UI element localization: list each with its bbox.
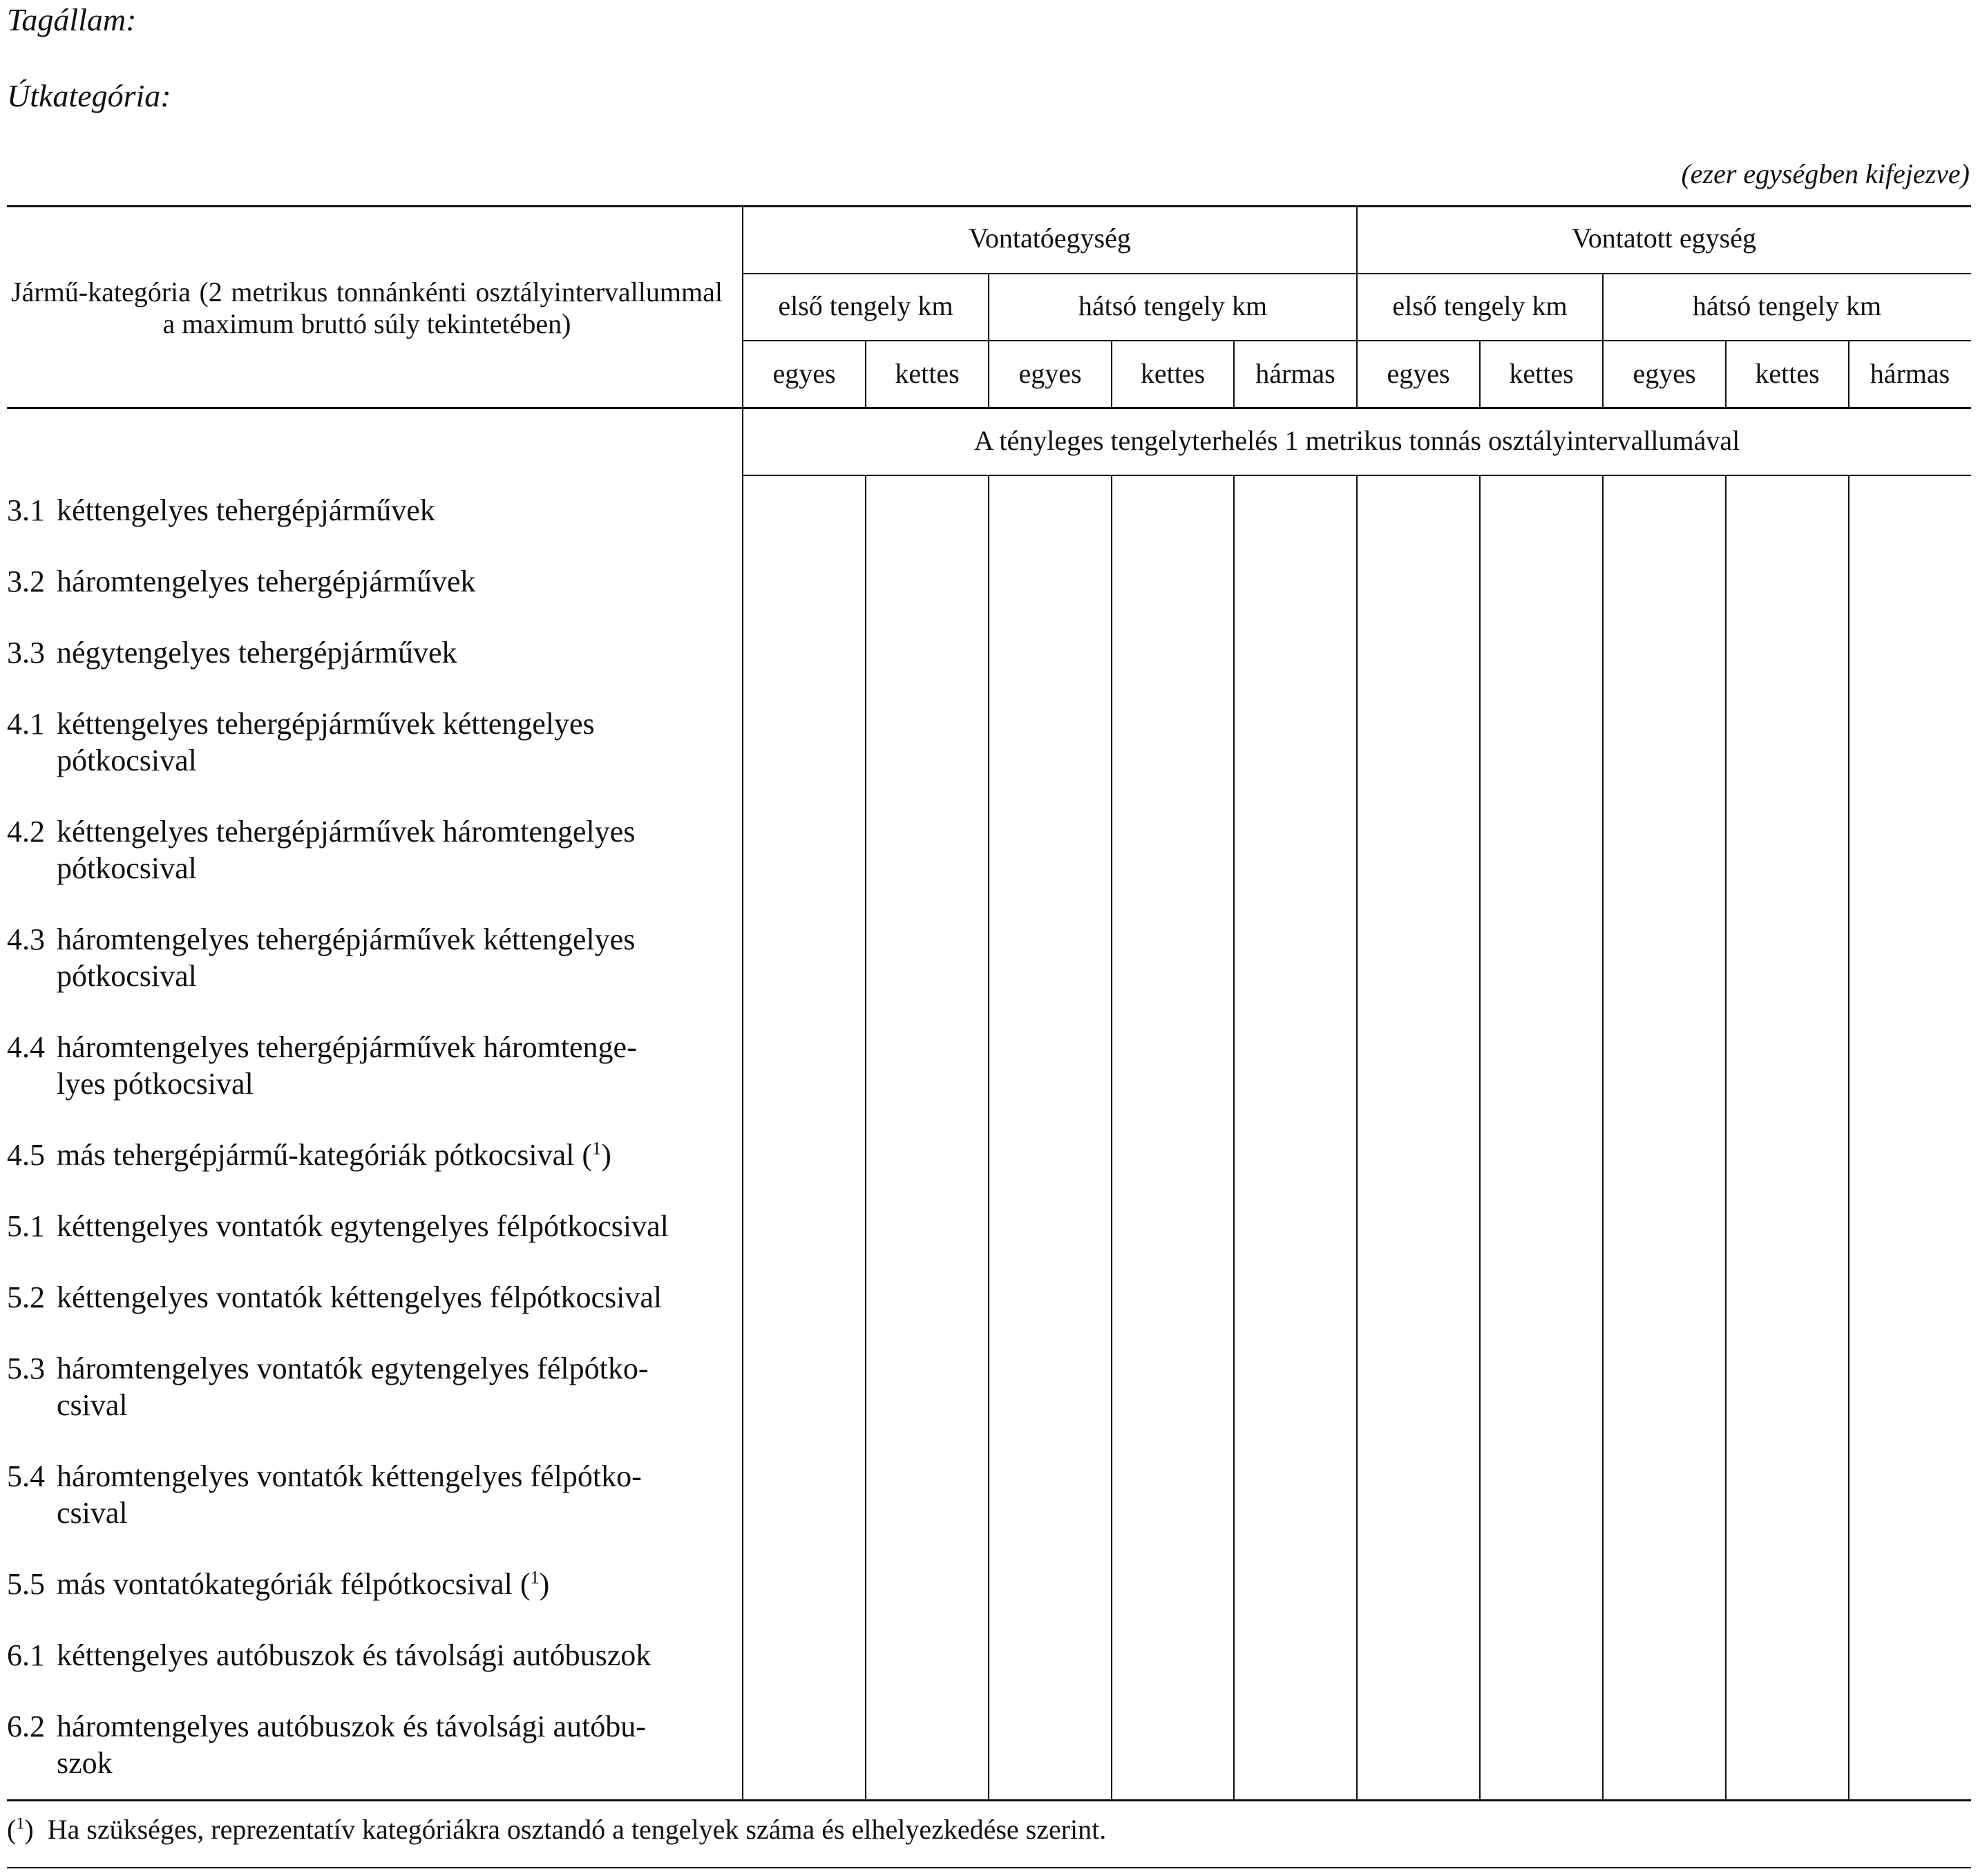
row-label-continued: szok bbox=[57, 1746, 113, 1780]
col-divider bbox=[1602, 475, 1604, 1801]
table-row bbox=[7, 921, 732, 994]
col-divider bbox=[988, 475, 989, 1801]
type-header: hármas bbox=[1255, 358, 1335, 389]
col-divider bbox=[865, 475, 866, 1801]
footnote-ref: 1 bbox=[530, 1566, 540, 1588]
col-divider bbox=[1725, 475, 1727, 1801]
footnote-ref: 1 bbox=[592, 1137, 602, 1159]
row-number: 6.2 bbox=[7, 1709, 45, 1743]
table-row bbox=[7, 492, 732, 529]
footnote: ($^1$) Ha szükséges, reprezentatív kategóriákra osztandó a tengelyek száma és elhelyezkedése szerint. bbox=[7, 1814, 1107, 1845]
footnote-text: Ha szükséges, reprezentatív kategóriákra osztandó a tengelyek száma és elhelyezkedése szerint. bbox=[47, 1814, 1107, 1845]
row-label-continued: lyes pótkocsival bbox=[57, 1067, 254, 1101]
unit-note: (ezer egységben kifejezve) bbox=[1681, 158, 1970, 189]
axle-header: hátsó tengely km bbox=[1692, 290, 1882, 321]
row-label: kéttengelyes tehergépjárművek háromtengelyes bbox=[57, 815, 636, 849]
row-number: 4.4 bbox=[7, 1030, 45, 1064]
row-number: 3.2 bbox=[7, 565, 45, 598]
table-row bbox=[7, 813, 732, 887]
group-header-towed: Vontatott egység bbox=[1571, 222, 1756, 254]
col-divider bbox=[1356, 475, 1358, 1801]
col-divider bbox=[1479, 475, 1481, 1801]
row-label: kéttengelyes tehergépjárművek bbox=[57, 493, 435, 527]
table-row bbox=[7, 1350, 732, 1423]
row-label-continued: pótkocsival bbox=[57, 743, 197, 777]
group-header-towing: Vontatóegység bbox=[969, 222, 1131, 254]
table-row bbox=[7, 1279, 732, 1316]
row-label-continued: csival bbox=[57, 1496, 128, 1530]
row-label: kéttengelyes autóbuszok és távolsági autóbuszok bbox=[57, 1638, 652, 1672]
country-label: Tagállam: bbox=[7, 2, 137, 37]
type-header: hármas bbox=[1870, 358, 1950, 389]
footnote-bottom-rule bbox=[7, 1867, 1971, 1868]
row-label-continued: csival bbox=[57, 1388, 128, 1422]
row-number: 3.1 bbox=[7, 493, 45, 527]
row-label-continued: pótkocsival bbox=[57, 959, 197, 993]
category-header: Jármű-kategória (2 metrikus tonnánkénti osztályintervallummal a maximum bruttó súly tekintetében) bbox=[11, 276, 723, 339]
row-label: háromtengelyes vontatók egytengelyes félpótko- bbox=[57, 1352, 649, 1385]
row-number: 5.1 bbox=[7, 1209, 45, 1243]
row-label: háromtengelyes tehergépjárművek bbox=[57, 565, 476, 598]
col-divider bbox=[1111, 475, 1112, 1801]
type-header: egyes bbox=[1387, 358, 1450, 389]
row-label: háromtengelyes tehergépjárművek háromtenge- bbox=[57, 1030, 637, 1064]
type-header: kettes bbox=[1509, 358, 1574, 389]
row-label: háromtengelyes autóbuszok és távolsági autóbu- bbox=[57, 1709, 646, 1743]
table-row bbox=[7, 1458, 732, 1531]
road-category-label: Útkategória: bbox=[7, 78, 171, 113]
axle-header: hátsó tengely km bbox=[1078, 290, 1268, 321]
row-number: 5.3 bbox=[7, 1352, 45, 1385]
table-row bbox=[7, 563, 732, 600]
axle-header: első tengely km bbox=[1392, 290, 1568, 321]
footnote-marker: 1 bbox=[16, 1815, 25, 1833]
table-row bbox=[7, 705, 732, 779]
row-label: kéttengelyes tehergépjárművek kéttengelyes bbox=[57, 707, 595, 741]
row-number: 4.5 bbox=[7, 1138, 45, 1172]
row-label: háromtengelyes vontatók kéttengelyes félpótko- bbox=[57, 1459, 642, 1493]
col-divider bbox=[1233, 475, 1235, 1801]
type-header: egyes bbox=[1633, 358, 1696, 389]
table-row bbox=[7, 1708, 732, 1781]
row-number: 4.3 bbox=[7, 922, 45, 956]
table-row: 5.5 más vontatókategóriák félpótkocsival ($^1$) bbox=[7, 1566, 550, 1601]
row-label-continued: pótkocsival bbox=[57, 851, 197, 885]
load-note: A tényleges tengelyterhelés 1 metrikus tonnás osztályintervallumával bbox=[973, 425, 1740, 456]
col-divider bbox=[1848, 475, 1849, 1801]
row-label: más tehergépjármű-kategóriák pótkocsival bbox=[57, 1138, 575, 1172]
row-number: 5.4 bbox=[7, 1459, 45, 1493]
table-row bbox=[7, 634, 732, 671]
table-top-rule bbox=[7, 205, 1971, 207]
type-header: kettes bbox=[895, 358, 960, 389]
row-label: négytengelyes tehergépjárművek bbox=[57, 636, 457, 670]
row-number: 3.3 bbox=[7, 636, 45, 670]
row-label: háromtengelyes tehergépjárművek kéttengelyes bbox=[57, 922, 636, 956]
table-row: 4.5 más tehergépjármű-kategóriák pótkocsival ($^1$) bbox=[7, 1137, 611, 1172]
row-number: 4.1 bbox=[7, 707, 45, 741]
axle-header: első tengely km bbox=[778, 290, 953, 321]
row-label: kéttengelyes vontatók kéttengelyes félpótkocsival bbox=[57, 1280, 663, 1314]
type-header: kettes bbox=[1140, 358, 1206, 389]
row-number: 4.2 bbox=[7, 815, 45, 849]
table-row bbox=[7, 1208, 732, 1244]
row-number: 5.5 bbox=[7, 1567, 45, 1601]
table-row bbox=[7, 1029, 732, 1102]
type-header: egyes bbox=[772, 358, 836, 389]
row-label: kéttengelyes vontatók egytengelyes félpótkocsival bbox=[57, 1209, 669, 1243]
table-row bbox=[7, 1637, 732, 1674]
row-number: 6.1 bbox=[7, 1638, 45, 1672]
type-header: egyes bbox=[1018, 358, 1082, 389]
row-label: más vontatókategóriák félpótkocsival bbox=[57, 1567, 513, 1601]
row-number: 5.2 bbox=[7, 1280, 45, 1314]
type-header: kettes bbox=[1755, 358, 1820, 389]
